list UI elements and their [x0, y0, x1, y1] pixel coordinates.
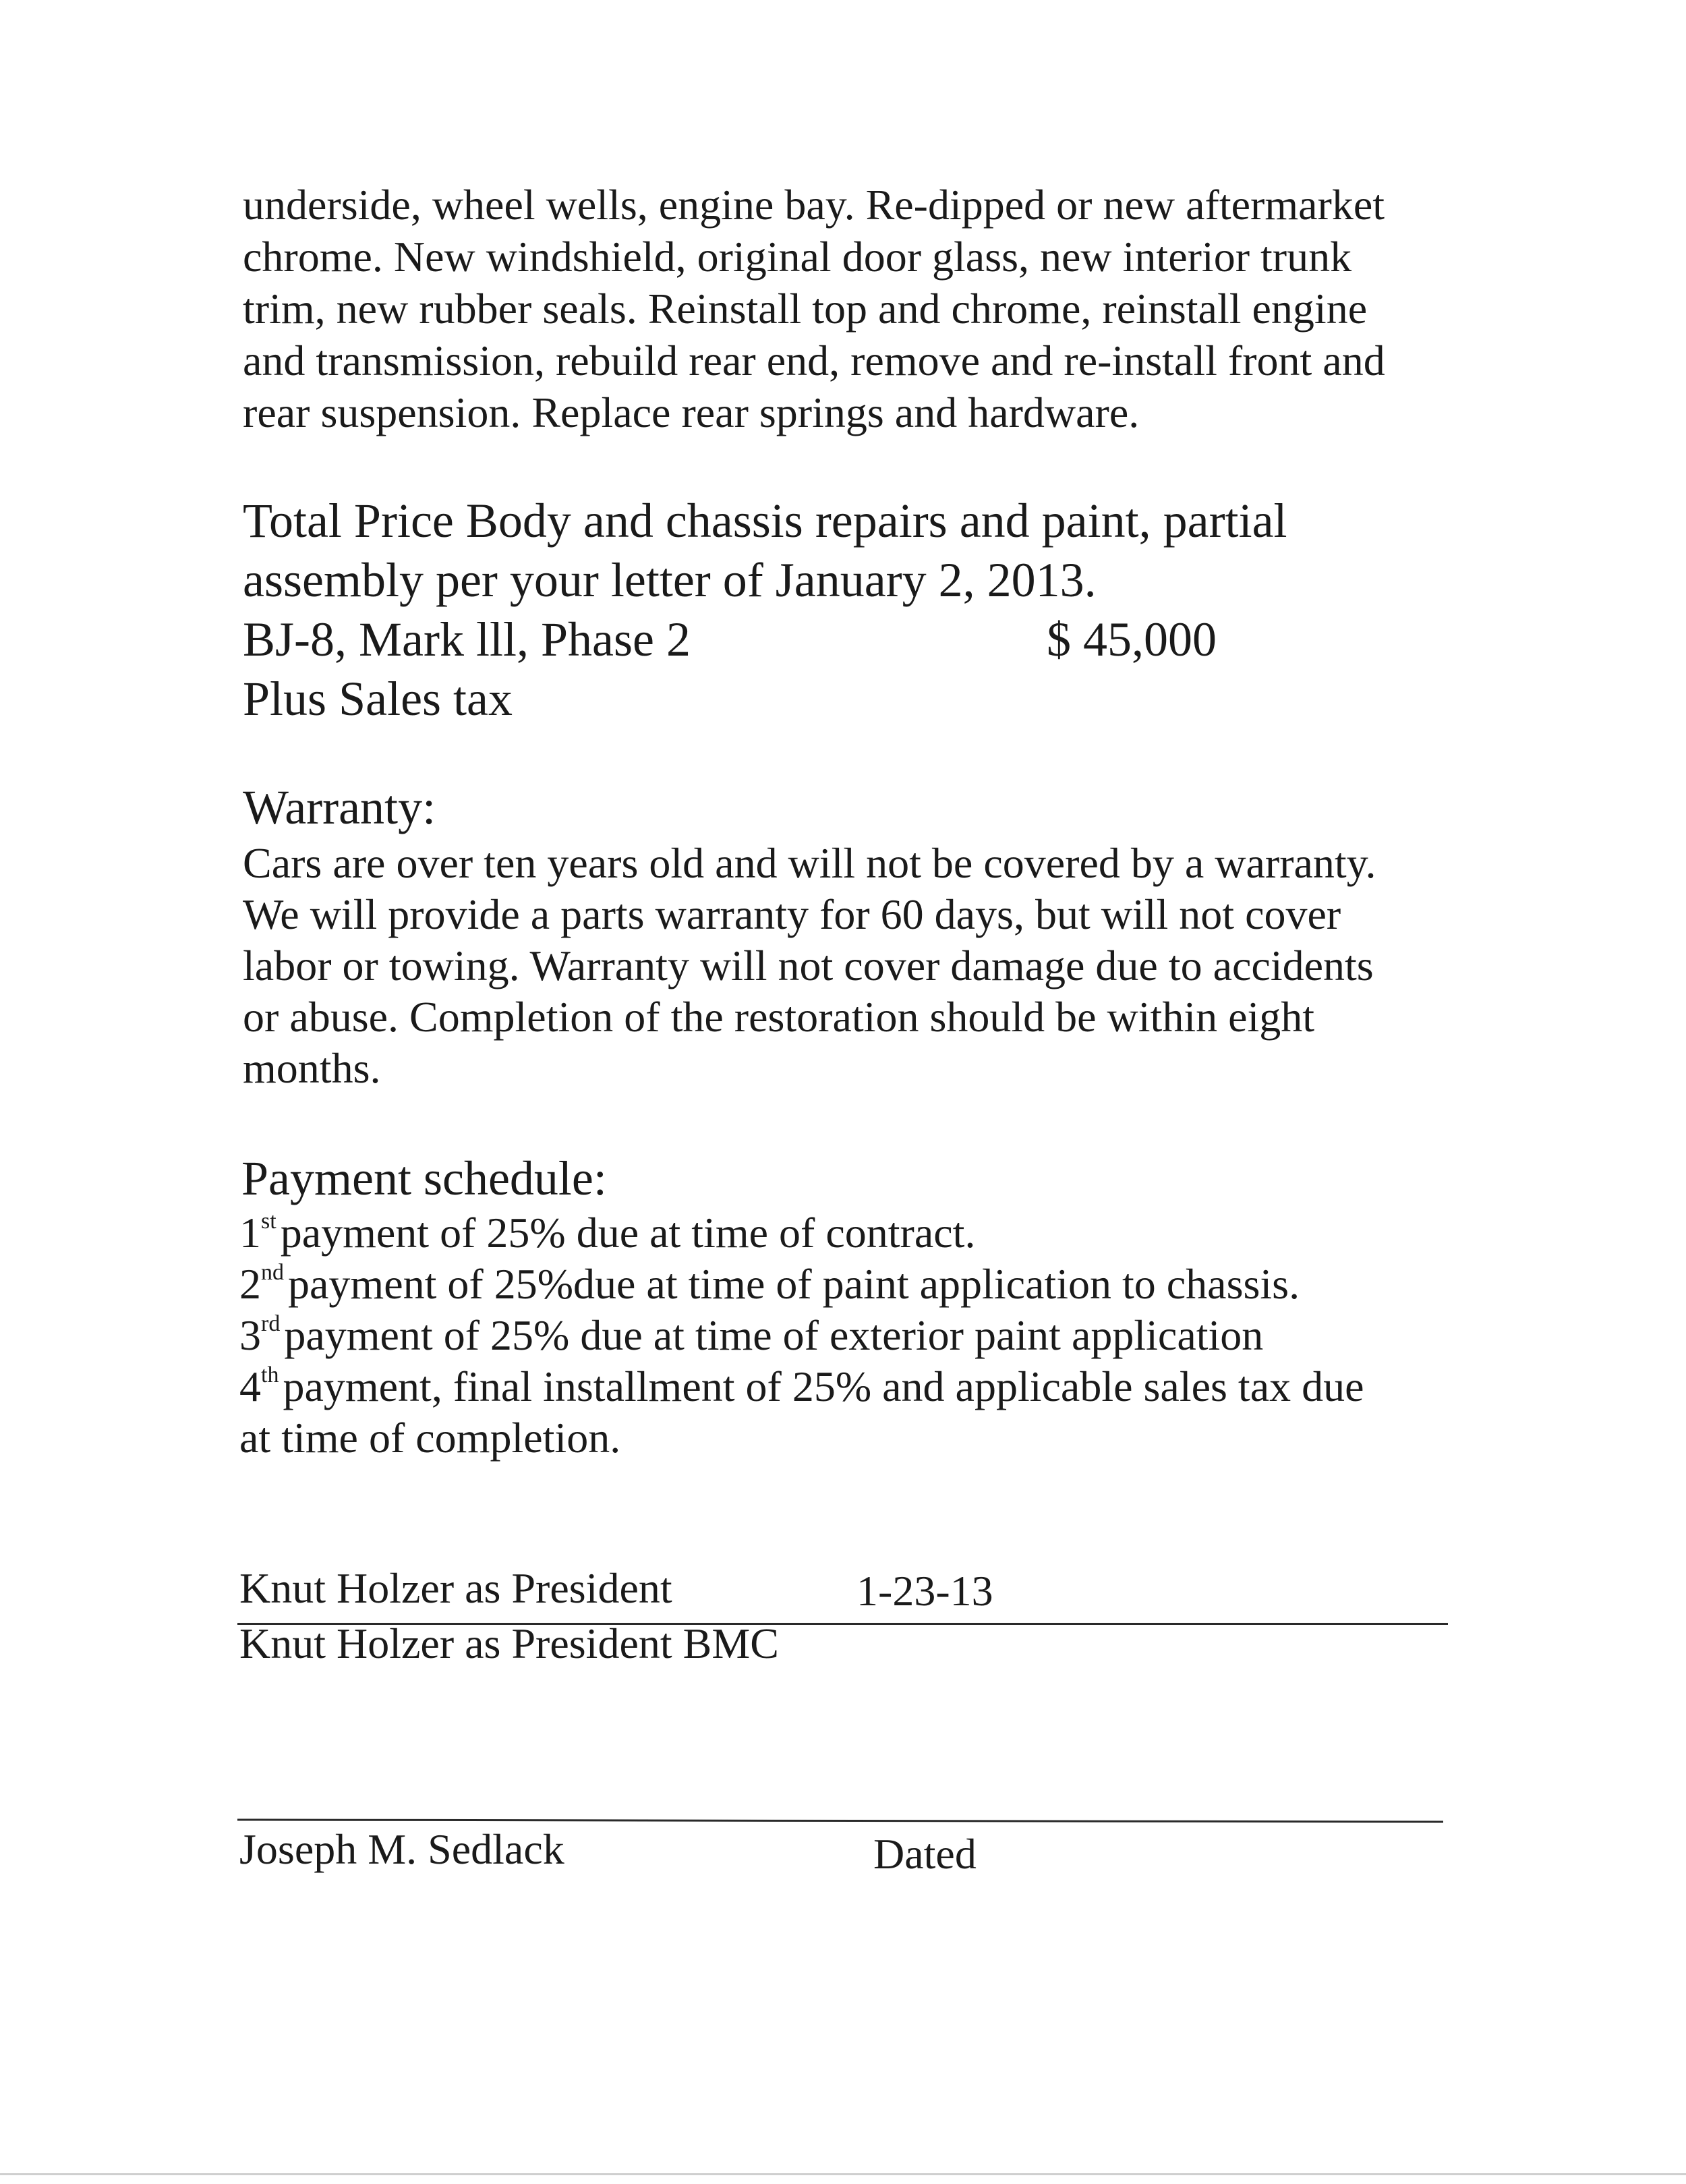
payment-number: 2 — [239, 1260, 261, 1308]
body-line: chrome. New windshield, original door glass, new interior trunk — [243, 233, 1352, 281]
signer2-date-label: Dated — [873, 1830, 977, 1878]
price-section — [243, 491, 1457, 728]
payment-text: payment of 25% due at time of exterior paint application — [284, 1311, 1264, 1359]
payment-item — [239, 1207, 1453, 1259]
body-line: and transmission, rebuild rear end, remove and re-install front and — [243, 337, 1385, 384]
payment-text: payment, final installment of 25% and applicable sales tax due — [283, 1362, 1364, 1410]
payment-continuation: at time of completion. — [239, 1414, 621, 1462]
payment-item — [239, 1310, 1453, 1361]
body-line: trim, new rubber seals. Reinstall top and chrome, reinstall engine — [243, 285, 1368, 333]
body-line: underside, wheel wells, engine bay. Re-dipped or new aftermarket — [243, 181, 1385, 229]
ordinal-suffix: rd — [261, 1311, 281, 1336]
price-description-line: Total Price Body and chassis repairs and paint, partial — [243, 494, 1287, 548]
warranty-line: We will provide a parts warranty for 60 days, but will not cover — [243, 890, 1341, 938]
payment-schedule-list — [239, 1207, 1453, 1464]
warranty-line: months. — [243, 1044, 381, 1092]
payment-number: 3 — [239, 1311, 261, 1359]
price-description-line: assembly per your letter of January 2, 2013. — [243, 553, 1097, 607]
body-paragraph — [243, 179, 1457, 438]
signer2-signature-line — [237, 1818, 1443, 1822]
warranty-line: or abuse. Completion of the restoration should be within eight — [243, 993, 1315, 1041]
body-line: rear suspension. Replace rear springs and hardware. — [243, 389, 1140, 436]
scan-edge-line — [0, 2173, 1686, 2175]
signer1-printed-name: Knut Holzer as President BMC — [239, 1619, 779, 1667]
ordinal-suffix: st — [261, 1209, 277, 1234]
warranty-line: labor or towing. Warranty will not cover damage due to accidents — [243, 942, 1374, 989]
warranty-line: Cars are over ten years old and will not be covered by a warranty. — [243, 839, 1376, 887]
price-item: BJ-8, Mark lll, Phase 2 — [243, 612, 691, 666]
warranty-paragraph — [243, 838, 1457, 1094]
ordinal-suffix: th — [261, 1362, 279, 1387]
payment-item — [239, 1259, 1453, 1310]
price-amount: $ 45,000 — [1047, 612, 1217, 666]
payment-text: payment of 25%due at time of paint application to chassis. — [288, 1260, 1300, 1308]
payment-number: 4 — [239, 1362, 261, 1410]
signer2-printed-name: Joseph M. Sedlack — [239, 1825, 564, 1873]
signer1-date: 1-23-13 — [856, 1567, 993, 1615]
payment-schedule-heading: Payment schedule: — [241, 1151, 607, 1205]
signer1-signature: Knut Holzer as President — [239, 1564, 672, 1612]
warranty-heading: Warranty: — [243, 780, 436, 834]
payment-text: payment of 25% due at time of contract. — [280, 1209, 976, 1257]
ordinal-suffix: nd — [261, 1260, 284, 1285]
payment-item — [239, 1361, 1453, 1412]
sales-tax-note: Plus Sales tax — [243, 672, 513, 726]
payment-number: 1 — [239, 1209, 261, 1257]
price-row — [243, 610, 1457, 669]
